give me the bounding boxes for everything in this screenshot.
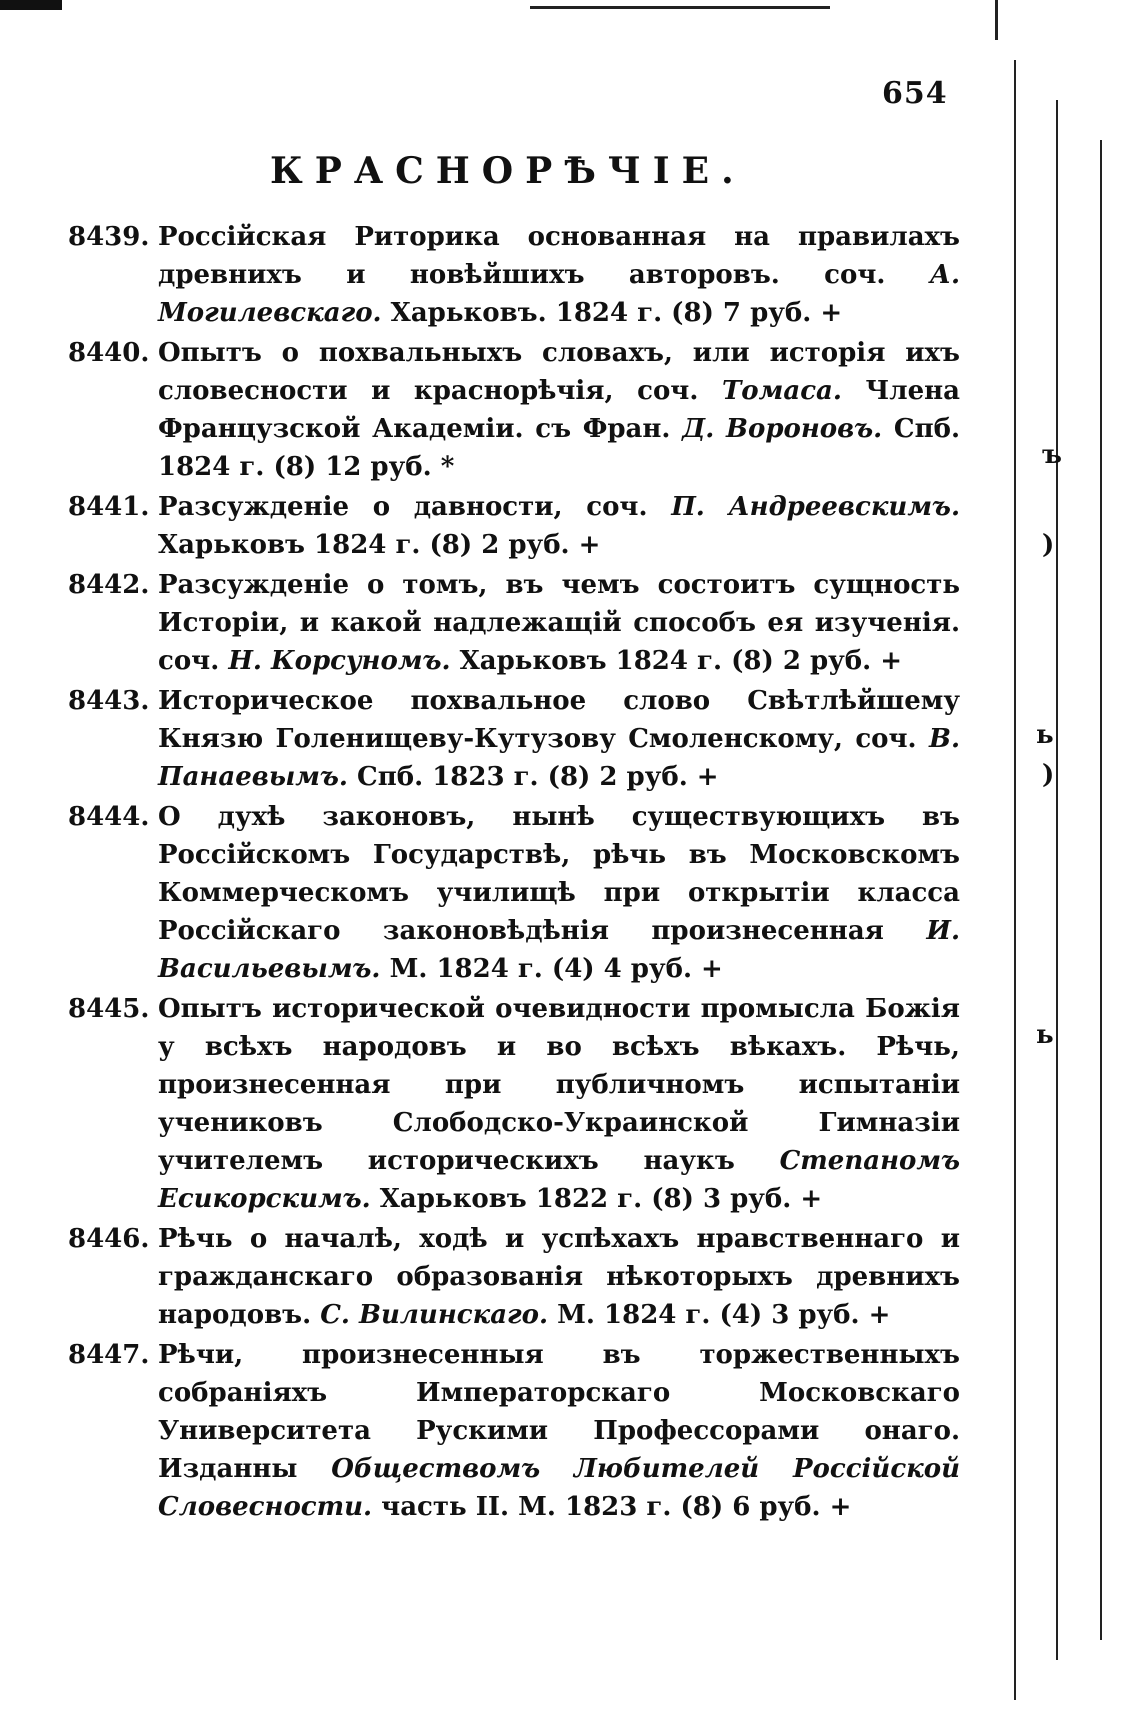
list-item [68, 798, 960, 988]
entry-number: 8439 . [68, 218, 160, 256]
entry-author: И. Васильевымъ. [158, 916, 960, 984]
entry-number: 8445 . [68, 990, 160, 1028]
scan-edge-mark [0, 0, 62, 10]
section-title: КРАСНОРѢЧІЕ. [270, 150, 746, 192]
entry-description: Рѣчь о началѣ, ходѣ и успѣхахъ нравственнаго и гражданскаго образованія нѣкоторыхъ древнихъ народовъ. [158, 1224, 960, 1330]
entry-author: П. Андреевскимъ. [671, 492, 961, 522]
bibliography-list [68, 218, 960, 1528]
entry-description: Разсужденіе о томъ, въ чемъ состоитъ сущность Исторіи, и какой надлежащій способъ ея изученія. соч. [158, 570, 960, 676]
scan-edge-mark [530, 6, 830, 9]
entry-author: С. Вилинскаго. [320, 1300, 549, 1330]
entry-number: 8442 . [68, 566, 160, 604]
list-item [68, 566, 960, 680]
entry-publication: Харьковъ. 1824 г. (8) 7 руб. + [390, 298, 843, 328]
entry-text [158, 334, 960, 486]
entry-text [158, 488, 960, 564]
entry-description: Разсужденіе о давности, соч. [158, 492, 648, 522]
entry-description: О духѣ законовъ, нынѣ существующихъ въ Россійскомъ Государствѣ, рѣчь въ Московскомъ Коммерческомъ училищѣ при открытіи класса Россійскаго законовѣдѣнія произнесенная [158, 802, 960, 946]
list-item [68, 488, 960, 564]
entry-text [158, 682, 960, 796]
list-item [68, 218, 960, 332]
entry-author: Степаномъ Есикорскимъ. [158, 1146, 960, 1214]
entry-text [158, 1220, 960, 1334]
entry-number: 8441 . [68, 488, 160, 526]
entry-publication: часть II. М. 1823 г. (8) 6 руб. + [381, 1492, 852, 1522]
entry-description: Россійская Риторика основанная на правилахъ древнихъ и новѣйшихъ авторовъ. соч. [158, 222, 960, 290]
entry-description: Опытъ исторической очевидности промысла Божія у всѣхъ народовъ и во всѣхъ вѣкахъ. Рѣчь, произнесенная при публичномъ испытаніи учениковъ Слободско-Украинской Гимназіи учителемъ историческихъ наукъ [158, 994, 960, 1176]
entry-publication: Спб. 1823 г. (8) 2 руб. + [357, 762, 719, 792]
entry-publication: М. 1824 г. (4) 3 руб. + [557, 1300, 891, 1330]
list-item [68, 1220, 960, 1334]
entry-publication: М. 1824 г. (4) 4 руб. + [389, 954, 723, 984]
list-item [68, 334, 960, 486]
entry-number: 8443 . [68, 682, 160, 720]
entry-publication: Харьковъ 1822 г. (8) 3 руб. + [379, 1184, 823, 1214]
entry-author: Н. Корсуномъ. [228, 646, 451, 676]
entry-publication: Спб. 1824 г. (8) 12 руб. * [158, 414, 960, 482]
entry-description: Опытъ о похвальныхъ словахъ, или исторія ихъ словесности и краснорѣчія, соч. [158, 338, 960, 406]
entry-publication: Харьковъ 1824 г. (8) 2 руб. + [459, 646, 903, 676]
entry-number: 8447 . [68, 1336, 160, 1374]
list-item [68, 990, 960, 1218]
entry-number: 8440 . [68, 334, 160, 372]
entry-description: Историческое похвальное слово Свѣтлѣйшему Князю Голенищеву-Кутузову Смоленскому, соч. [158, 686, 960, 754]
list-item [68, 1336, 960, 1526]
entry-description: Рѣчи, произнесенныя въ торжественныхъ собраніяхъ Императорскаго Московскаго Университета Рускими Профессорами онаго. Изданны [158, 1340, 960, 1484]
entry-author: В. Панаевымъ. [158, 724, 960, 792]
page-number: 654 [882, 76, 948, 111]
scan-edge-mark [995, 0, 998, 40]
entry-text [158, 990, 960, 1218]
entry-text [158, 218, 960, 332]
entry-number: 8446 . [68, 1220, 160, 1258]
entry-text [158, 798, 960, 988]
entry-translator: Д. Вороновъ. [682, 414, 883, 444]
entry-publication: Харьковъ 1824 г. (8) 2 руб. + [158, 530, 601, 560]
list-item [68, 682, 960, 796]
entry-author: Томаса. [721, 376, 842, 406]
entry-author: Обществомъ Любителей Россійской Словесности. [158, 1454, 960, 1522]
entry-description: Члена Французской Академіи. съ Фран. [158, 376, 960, 444]
entry-author: А. Могилевскаго. [158, 260, 960, 328]
entry-text [158, 1336, 960, 1526]
page-binding-edge: ъ ) ь ) ь [1008, 60, 1118, 1700]
entry-number: 8444 . [68, 798, 160, 836]
entry-text [158, 566, 960, 680]
